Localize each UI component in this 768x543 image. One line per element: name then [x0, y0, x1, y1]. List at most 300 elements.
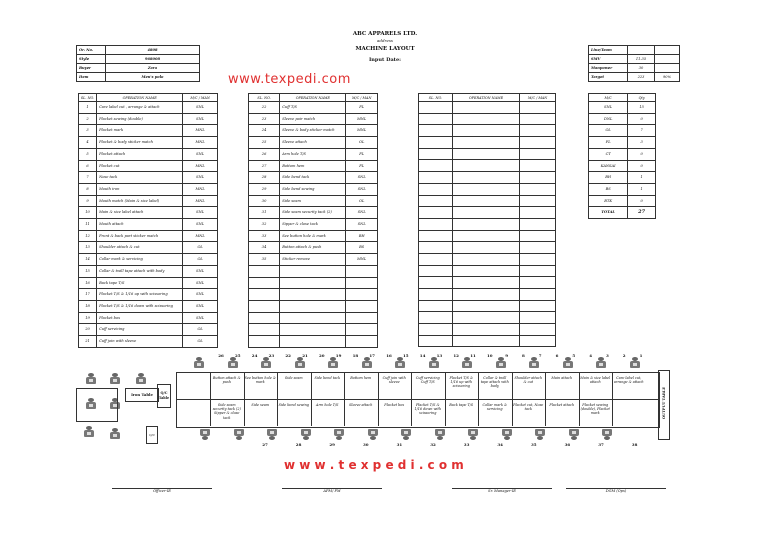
layout-top-number: 11 — [470, 353, 476, 358]
operation-row — [419, 137, 556, 149]
layout-bottom-operation: Placket cut, Nose tack — [513, 403, 544, 412]
qc-small-table: Q/C — [146, 426, 158, 444]
operation-name — [452, 137, 519, 149]
operation-sl: 34 — [249, 242, 280, 254]
machine-plate — [197, 363, 201, 366]
operation-sl: 30 — [249, 195, 280, 207]
operation-row — [249, 219, 378, 231]
operation-name: Mouth attach — [97, 219, 183, 231]
machine-plate — [237, 431, 241, 434]
machine-operator-icon — [468, 428, 478, 440]
layout-bottom-number: 35 — [531, 442, 537, 447]
operation-sl: 25 — [249, 137, 280, 149]
layout-bottom-number: 30 — [363, 442, 369, 447]
line-info-row — [589, 46, 680, 55]
operation-name: Sleeve & body sticker match — [280, 125, 346, 137]
operation-mc: SNL — [346, 172, 378, 184]
operations-table-right — [418, 93, 556, 347]
operation-name — [452, 253, 519, 265]
operations-table-middle — [248, 93, 378, 348]
machine-operator-icon — [429, 357, 439, 369]
layout-top-operation: Main & size label attach — [580, 376, 611, 385]
operation-row — [419, 253, 556, 265]
layout-bottom-number: 32 — [430, 442, 436, 447]
layout-top-number: 25 — [235, 353, 241, 358]
operation-sl — [249, 289, 280, 301]
summary-row — [589, 113, 656, 125]
summary-mc: TOTAL — [589, 207, 628, 219]
operation-row — [419, 195, 556, 207]
operation-row — [419, 335, 556, 347]
operation-row — [419, 148, 556, 160]
operation-row — [79, 113, 218, 125]
operation-sl: 9 — [79, 195, 97, 207]
operation-sl: 20 — [79, 324, 97, 336]
layout-bottom-operation: Sleeve attach — [349, 403, 373, 407]
operation-sl — [419, 265, 453, 277]
operation-mc — [520, 230, 556, 242]
summary-qty: 15 — [628, 102, 656, 114]
summary-row — [589, 137, 656, 149]
operation-row — [79, 148, 218, 160]
machine-operator-icon — [84, 426, 94, 438]
summary-qty: 0 — [628, 160, 656, 172]
operation-name — [452, 230, 519, 242]
operation-row — [419, 218, 556, 230]
operation-sl — [249, 312, 280, 324]
operation-sl: 28 — [249, 172, 280, 184]
iron-table: Iron Table — [125, 388, 159, 402]
machine-operator-icon — [301, 428, 311, 440]
summary-mc: BTK — [589, 195, 628, 207]
operation-sl: 21 — [79, 336, 97, 348]
operation-row — [419, 265, 556, 277]
operation-mc: FL — [346, 148, 378, 160]
layout-top-number: 16 — [386, 353, 392, 358]
machine-operator-icon — [535, 428, 545, 440]
operation-row — [249, 160, 378, 172]
machine-operator-icon — [435, 428, 445, 440]
operation-mc: SNL — [183, 219, 218, 231]
layout-bottom-operation: Arm hole T/S — [316, 403, 339, 407]
operation-name: Collar & twill tape attach with body — [97, 265, 183, 277]
machine-plate — [113, 379, 117, 382]
summary-mc: OL — [589, 125, 628, 137]
operation-row — [79, 102, 218, 114]
machine-plate — [599, 363, 603, 366]
line-info-value2 — [655, 55, 680, 64]
summary-qty: 27 — [628, 207, 656, 219]
line-info-label: Target — [589, 73, 628, 82]
machine-plate — [605, 431, 609, 434]
operation-name: Placket cut — [97, 160, 183, 172]
summary-row — [589, 195, 656, 207]
operation-name: Collar mark & servicing — [97, 254, 183, 266]
operation-sl: 27 — [249, 160, 280, 172]
machine-summary-table — [588, 93, 656, 219]
operation-mc — [520, 324, 556, 336]
operation-sl: 26 — [249, 148, 280, 160]
layout-top-operation: Side seam — [284, 376, 303, 380]
machine-plate — [89, 379, 93, 382]
operation-sl: 3 — [79, 125, 97, 137]
operation-sl: 12 — [79, 230, 97, 242]
operation-sl: 11 — [79, 219, 97, 231]
machine-plate — [371, 431, 375, 434]
operation-row — [249, 137, 378, 149]
order-info-row — [77, 55, 200, 64]
operation-mc: SNL — [183, 102, 218, 114]
operation-name: Cuff T/S — [280, 102, 346, 114]
operation-name: Shoulder attach & cut — [97, 242, 183, 254]
layout-bottom-number: 33 — [463, 442, 470, 447]
layout-top-operation: Cuff join with sleeve — [382, 376, 406, 385]
layout-bottom-operation: Side bend sewing — [278, 403, 309, 407]
machine-operator-icon — [228, 357, 238, 369]
operation-name: Side bend sewing — [280, 183, 346, 195]
operation-mc — [520, 265, 556, 277]
operation-mc — [520, 289, 556, 301]
summary-mc: CT — [589, 148, 628, 160]
operator-head — [604, 436, 610, 440]
machine-operator-icon — [596, 357, 606, 369]
layout-bottom-number: 34 — [497, 442, 503, 447]
header-sl: SL. NO. — [79, 94, 97, 102]
operation-name: Side seam security tack (2) — [280, 207, 346, 219]
layout-top-operation: Side bend tack — [314, 376, 341, 380]
operation-mc: SNL — [346, 183, 378, 195]
operator-head — [303, 436, 309, 440]
order-info-label: Or. No. — [77, 46, 106, 55]
operation-row — [79, 242, 218, 254]
operation-sl — [419, 289, 453, 301]
operation-row — [79, 172, 218, 184]
machine-plate — [633, 363, 637, 366]
operation-sl: 24 — [249, 125, 280, 137]
machine-plate — [270, 431, 274, 434]
layout-top-number: 23 — [268, 353, 275, 358]
operation-row — [419, 207, 556, 219]
operation-row — [79, 195, 218, 207]
operation-name: Sleeve attach — [280, 137, 346, 149]
layout-top-operation: Care label cut, arrange & attach — [613, 376, 644, 385]
machine-plate — [264, 363, 268, 366]
operation-sl: 4 — [79, 137, 97, 149]
operation-sl — [249, 324, 280, 336]
operation-sl: 17 — [79, 289, 97, 301]
operation-mc: OL — [346, 195, 378, 207]
layout-top-number: 5 — [572, 353, 576, 358]
central-divider — [176, 399, 658, 400]
layout-bottom-number: 28 — [295, 442, 302, 447]
operation-mc: SNL — [183, 113, 218, 125]
machine-plate — [471, 431, 475, 434]
operation-row — [419, 102, 556, 114]
machine-plate — [404, 431, 408, 434]
operation-row — [419, 183, 556, 195]
machine-operator-icon — [110, 428, 120, 440]
operation-mc: SNL — [183, 312, 218, 324]
layout-top-operation: Main attach — [551, 376, 573, 380]
layout-top-operation: Shoulder attach & cut — [514, 376, 543, 385]
company-name: ABC APPARELS LTD. — [352, 31, 418, 37]
operation-sl — [419, 207, 453, 219]
machine-operator-icon — [136, 373, 146, 385]
layout-bottom-operation: Side seam — [251, 403, 270, 407]
operation-sl — [419, 218, 453, 230]
operation-name: Main & size label attach — [97, 207, 183, 219]
machine-operator-icon — [86, 373, 96, 385]
operation-name — [280, 265, 346, 277]
machine-plate — [398, 363, 402, 366]
operation-mc: SNL — [346, 207, 378, 219]
machine-plate — [505, 431, 509, 434]
summary-qty: 1 — [628, 183, 656, 195]
operation-mc: MNL — [346, 254, 378, 266]
operation-row — [249, 183, 378, 195]
layout-top-number: 19 — [335, 353, 342, 358]
operation-name: Placket T/S & 1/16 up with scissoring — [97, 289, 183, 301]
operation-mc: MNL — [183, 125, 218, 137]
operation-sl: 8 — [79, 183, 97, 195]
machine-plate — [532, 363, 536, 366]
operator-head — [437, 436, 443, 440]
layout-top-number: 3 — [605, 353, 609, 358]
operation-sl — [419, 183, 453, 195]
signature-label: DGM (Ops) — [605, 489, 627, 493]
machine-plate — [438, 431, 442, 434]
operator-head — [370, 436, 376, 440]
operation-name: Button attach & push — [280, 242, 346, 254]
operation-sl: 13 — [79, 242, 97, 254]
line-info-value2 — [655, 46, 680, 55]
operation-mc: MNL — [346, 113, 378, 125]
summary-row — [589, 172, 656, 184]
operation-sl: 31 — [249, 207, 280, 219]
summary-mc: SNL — [589, 102, 628, 114]
operation-mc — [346, 300, 378, 312]
layout-top-number: 18 — [352, 353, 359, 358]
signature-label: APM/ PM — [323, 489, 341, 493]
header-operation: OPERATION NAME — [280, 94, 346, 102]
machine-operator-icon — [563, 357, 573, 369]
operation-sl — [249, 335, 280, 347]
summary-qty: 1 — [628, 172, 656, 184]
operation-sl: 6 — [79, 160, 97, 172]
order-info-label: Item — [77, 73, 106, 82]
layout-bottom-number: 31 — [396, 442, 403, 447]
operation-row — [79, 219, 218, 231]
operation-name — [280, 277, 346, 289]
operation-row — [79, 265, 218, 277]
layout-top-number: 1 — [639, 353, 643, 358]
operation-mc — [520, 312, 556, 324]
machine-operator-icon — [395, 357, 405, 369]
operation-sl — [249, 300, 280, 312]
operation-sl: 33 — [249, 230, 280, 242]
operation-mc: MNL — [183, 137, 218, 149]
company-address: address — [377, 38, 393, 43]
summary-qty: 7 — [628, 125, 656, 137]
operation-name — [452, 300, 519, 312]
layout-top-number: 20 — [319, 353, 325, 358]
summary-qty: 0 — [628, 195, 656, 207]
operation-name: Placket sewing (double) — [97, 113, 183, 125]
order-info-value: 4808 — [106, 46, 200, 55]
machine-operator-icon — [328, 357, 338, 369]
operation-row — [249, 265, 378, 277]
machine-plate — [304, 431, 308, 434]
operation-name: Nose tack — [97, 172, 183, 184]
operation-mc — [520, 242, 556, 254]
operator-head — [571, 436, 577, 440]
operation-sl: 10 — [79, 207, 97, 219]
operation-mc — [520, 183, 556, 195]
header-sl: SL. NO. — [249, 94, 280, 102]
operation-sl: 18 — [79, 300, 97, 312]
layout-bottom-operation: Placket T/S & 1/16 down with scissoring — [414, 403, 442, 416]
operations-table-left — [78, 93, 218, 348]
operation-mc — [346, 324, 378, 336]
operation-name: Care label cut , arrange & attach — [97, 102, 183, 114]
line-info-label: Line/Team — [589, 46, 628, 55]
operation-row — [79, 137, 218, 149]
machine-plate — [113, 434, 117, 437]
operation-row — [79, 230, 218, 242]
summary-qty: 3 — [628, 137, 656, 149]
machine-operator-icon — [368, 428, 378, 440]
operation-name — [452, 324, 519, 336]
layout-top-operation: Button attach & push — [212, 376, 241, 385]
operation-mc: SNL — [183, 172, 218, 184]
operation-name — [452, 160, 519, 172]
summary-row — [589, 125, 656, 137]
operation-row — [249, 254, 378, 266]
header-sl: SL. NO. — [419, 94, 453, 102]
operation-name: Back tape T/S — [97, 277, 183, 289]
machine-operator-icon — [295, 357, 305, 369]
operation-sl: 29 — [249, 183, 280, 195]
summary-row — [589, 148, 656, 160]
operation-row — [249, 125, 378, 137]
layout-top-number: 24 — [251, 353, 258, 358]
line-info-value2: 90% — [655, 73, 680, 82]
machine-plate — [337, 431, 341, 434]
layout-top-operation: Placket T/S & 1/16 up with scissoring — [449, 376, 474, 389]
line-info-table — [588, 45, 680, 82]
operation-name: Sticker remove — [280, 254, 346, 266]
summary-row — [589, 160, 656, 172]
operation-mc: SNL — [183, 300, 218, 312]
operation-name — [280, 335, 346, 347]
operation-row — [419, 125, 556, 137]
operation-mc: OL — [183, 324, 218, 336]
layout-bottom-operation: Placket box — [384, 403, 405, 407]
operation-name — [452, 289, 519, 301]
operation-row — [249, 230, 378, 242]
operator-head — [403, 436, 409, 440]
operation-mc — [520, 137, 556, 149]
order-info-row — [77, 46, 200, 55]
operation-name — [452, 148, 519, 160]
operation-sl: 1 — [79, 102, 97, 114]
operation-name — [280, 300, 346, 312]
layout-bottom-number: 36 — [564, 442, 571, 447]
summary-qty: 0 — [628, 148, 656, 160]
machine-plate — [572, 431, 576, 434]
operation-name: Front & back part sticker match — [97, 230, 183, 242]
operation-name — [452, 277, 519, 289]
operation-sl — [419, 125, 453, 137]
machine-plate — [298, 363, 302, 366]
operation-name — [452, 265, 519, 277]
operation-row — [79, 125, 218, 137]
output-table — [658, 370, 670, 440]
operation-sl — [419, 160, 453, 172]
operation-name: Side seam — [280, 195, 346, 207]
operation-mc: FL — [346, 102, 378, 114]
summary-mc: DNL — [589, 113, 628, 125]
operation-name: Arm hole T/S — [280, 148, 346, 160]
layout-top-operation: Collar & twill tape attach with body — [480, 376, 509, 389]
layout-top-number: 7 — [538, 353, 542, 358]
operation-mc: OL — [183, 336, 218, 348]
operation-name: Placket & body sticker match — [97, 137, 183, 149]
operation-mc — [520, 335, 556, 347]
layout-top-number: 9 — [505, 353, 508, 358]
line-info-row — [589, 64, 680, 73]
machine-operator-icon — [110, 373, 120, 385]
operation-row — [249, 277, 378, 289]
layout-bottom-operation: Placket sewing (double), Placket mark — [580, 403, 610, 416]
machine-operator-icon — [267, 428, 277, 440]
operation-mc — [520, 102, 556, 114]
operation-name — [452, 113, 519, 125]
operation-mc — [520, 300, 556, 312]
operation-name: Placket mark — [97, 125, 183, 137]
operation-name: Side bend tack — [280, 172, 346, 184]
layout-bottom-number: 27 — [262, 442, 268, 447]
operation-mc — [520, 172, 556, 184]
operation-name: Mouth match (Main & size label) — [97, 195, 183, 207]
operation-sl — [419, 230, 453, 242]
summary-mc: BH — [589, 172, 628, 184]
operation-mc — [520, 125, 556, 137]
line-info-value2 — [655, 64, 680, 73]
machine-operator-icon — [334, 428, 344, 440]
operation-row — [419, 113, 556, 125]
operation-sl: 19 — [79, 312, 97, 324]
operation-row — [419, 230, 556, 242]
operation-sl: 14 — [79, 254, 97, 266]
operator-head — [202, 436, 208, 440]
operation-row — [79, 183, 218, 195]
header-operation: OPERATION NAME — [452, 94, 519, 102]
operation-name: Bottom hem — [280, 160, 346, 172]
machine-plate — [139, 379, 143, 382]
operation-mc — [520, 218, 556, 230]
line-info-value: 30 — [628, 64, 655, 73]
operator-head — [470, 436, 476, 440]
operation-mc — [520, 195, 556, 207]
layout-bottom-number: 38 — [631, 442, 638, 447]
line-info-value — [628, 46, 655, 55]
operation-mc: MNL — [346, 125, 378, 137]
operation-name — [280, 324, 346, 336]
operation-mc: MNL — [183, 183, 218, 195]
layout-top-number: 26 — [218, 353, 224, 358]
operation-row — [419, 242, 556, 254]
